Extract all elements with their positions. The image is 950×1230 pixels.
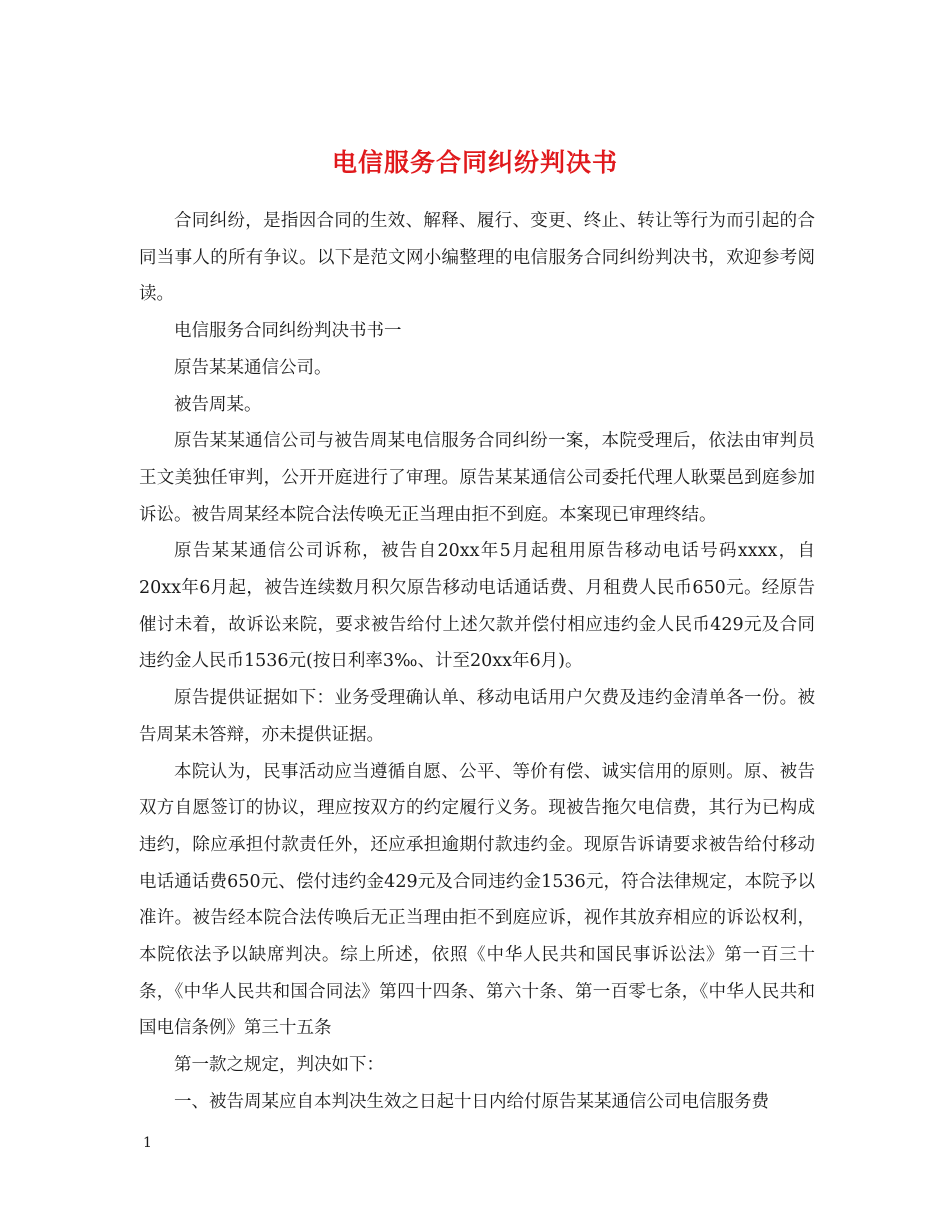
document-body <box>139 203 815 1121</box>
defendant-line: 被告周某。 <box>174 394 262 415</box>
plaintiff-claim-paragraph: 原告某某通信公司诉称，被告自20xx年5月起租用原告移动电话号码xxxx，自20xx年6月起，被告连续数月积欠原告移动电话通话费、月租费人民币650元。经原告催讨未着，故诉讼来院，要求被告给付上述欠款并偿付相应违约金人民币429元及合同违约金人民币1536元(按日利率3‰、计至20xx年6月)。 <box>139 541 815 672</box>
page-number: 1 <box>143 1135 152 1151</box>
case-summary-paragraph: 原告某某通信公司与被告周某电信服务合同纠纷一案，本院受理后，依法由审判员王文美独任审判，公开开庭进行了审理。原告某某通信公司委托代理人耿粟邑到庭参加诉讼。被告周某经本院合法传唤无正当理由拒不到庭。本案现已审理终结。 <box>139 431 815 525</box>
section-heading: 电信服务合同纠纷判决书书一 <box>174 321 402 342</box>
plaintiff-line: 原告某某通信公司。 <box>174 357 332 378</box>
document-title: 电信服务合同纠纷判决书 <box>331 147 618 177</box>
court-opinion-paragraph: 本院认为，民事活动应当遵循自愿、公平、等价有偿、诚实信用的原则。原、被告双方自愿签订的协议，理应按双方的约定履行义务。现被告拖欠电信费，其行为已构成违约，除应承担付款责任外，还应承担逾期付款违约金。现原告诉请要求被告给付移动电话通话费650元、偿付违约金429元及合同违约金1536元，符合法律规定，本院予以准许。被告经本院合法传唤后无正当理由拒不到庭应诉，视作其放弃相应的诉讼权利，本院依法予以缺席判决。综上所述，依照《中华人民共和国民事诉讼法》第一百三十条，《中华人民共和国合同法》第四十四条、第六十条、第一百零七条，《中华人民共和国电信条例》第三十五条 <box>139 761 815 1039</box>
judgment-intro-paragraph: 第一款之规定，判决如下： <box>174 1055 384 1076</box>
judgment-item-paragraph: 一、被告周某应自本判决生效之日起十日内给付原告某某通信公司电信服务费 <box>174 1091 769 1112</box>
intro-paragraph: 合同纠纷，是指因合同的生效、解释、履行、变更、终止、转让等行为而引起的合同当事人的所有争议。以下是范文网小编整理的电信服务合同纠纷判决书，欢迎参考阅读。 <box>139 211 815 305</box>
evidence-paragraph: 原告提供证据如下：业务受理确认单、移动电话用户欠费及违约金清单各一份。被告周某未答辩，亦未提供证据。 <box>139 688 815 745</box>
